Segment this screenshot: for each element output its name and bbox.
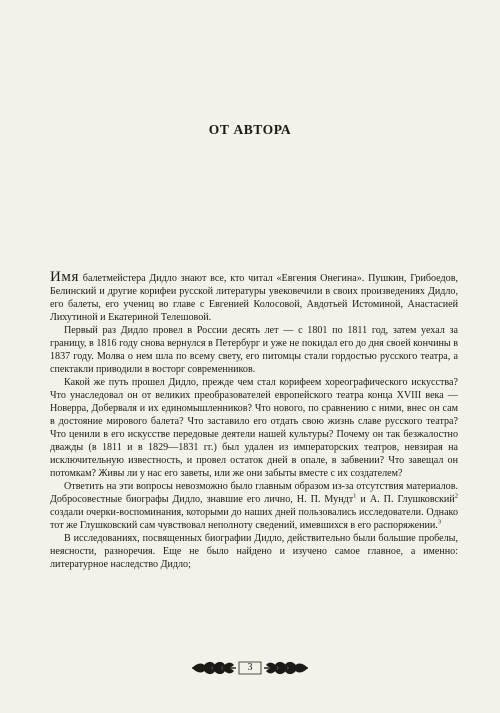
footnote-ref-2[interactable]: 2: [454, 492, 458, 500]
paragraph-1: [50, 269, 458, 324]
page-number: 3: [247, 662, 253, 673]
paragraph-4: [50, 480, 458, 532]
paragraph-4-text-a: Ответить на эти вопросы невозможно было главным образом из-за отсутствия материалов. Добросовестные биографы Дидло, знавшие его лично, Н. П. Мундт: [50, 481, 458, 505]
paragraph-4-text-b: и А. П. Глушковский: [356, 494, 455, 505]
body-text: [50, 269, 458, 571]
paragraph-1-text: балетмейстера Дидло знают все, кто читал «Евгения Онегина». Пушкин, Грибоедов, Белинский и другие корифеи русской литературы увековечили в своих произведениях Дидло, его балеты, его учениц во главе с Евгенией Колосовой, Авдотьей Истоминой, Анастасией Лихутиной и Екатериной Телешовой.: [50, 273, 458, 323]
footnote-ref-1[interactable]: 1: [353, 492, 357, 500]
paragraph-2: Первый раз Дидло провел в России десять лет — с 1801 по 1811 год, затем уехал за границу, в 1816 году снова вернулся в Петербург и уже не покидал его до дня своей кончины в 1837 году. Молва о нем шла по всему свету, его питомцы стали гордостью русского театра, а спектакли приводили в восторг современников.: [50, 325, 458, 375]
paragraph-3: Какой же путь прошел Дидло, прежде чем стал корифеем хореографического искусства? Что унаследовал он от великих преобразователей европейского театра конца XVIII века — Новерра, Доберваля и их единомышленников? Что нового, по сравнению с ними, внес он сам в достояние мирового балета? Что заставило его отдать свою жизнь славе русского театра? Что ценили в его искусстве передовые деятели нашей культуры? Почему он так безжалостно дважды (в 1811 и в 1829—1831 гг.) был удален из императорских театров, невзирая на исключительную известность, и провел остаток дней в опале, в забвении? Что завещал он потомкам? Живы ли у нас его заветы, или же они забыты вместе с их создателем?: [50, 377, 458, 479]
drop-initial: Имя: [50, 269, 80, 285]
paragraph-4-text-c: создали очерки-воспоминания, которыми до наших дней пользовались исследователи. Однако тот же Глушковский сам чувствовал неполноту сведений, имевшихся в его распоряжении.: [50, 507, 458, 531]
footnote-ref-3[interactable]: 3: [437, 518, 442, 526]
chapter-title: ОТ АВТОРА: [208, 122, 292, 137]
paragraph-5: В исследованиях, посвященных биографии Дидло, действительно были большие пробелы, неясности, разноречия. Еще не было найдено и изучено самое главное, а именно: литературное наследство Дидло;: [50, 533, 458, 570]
